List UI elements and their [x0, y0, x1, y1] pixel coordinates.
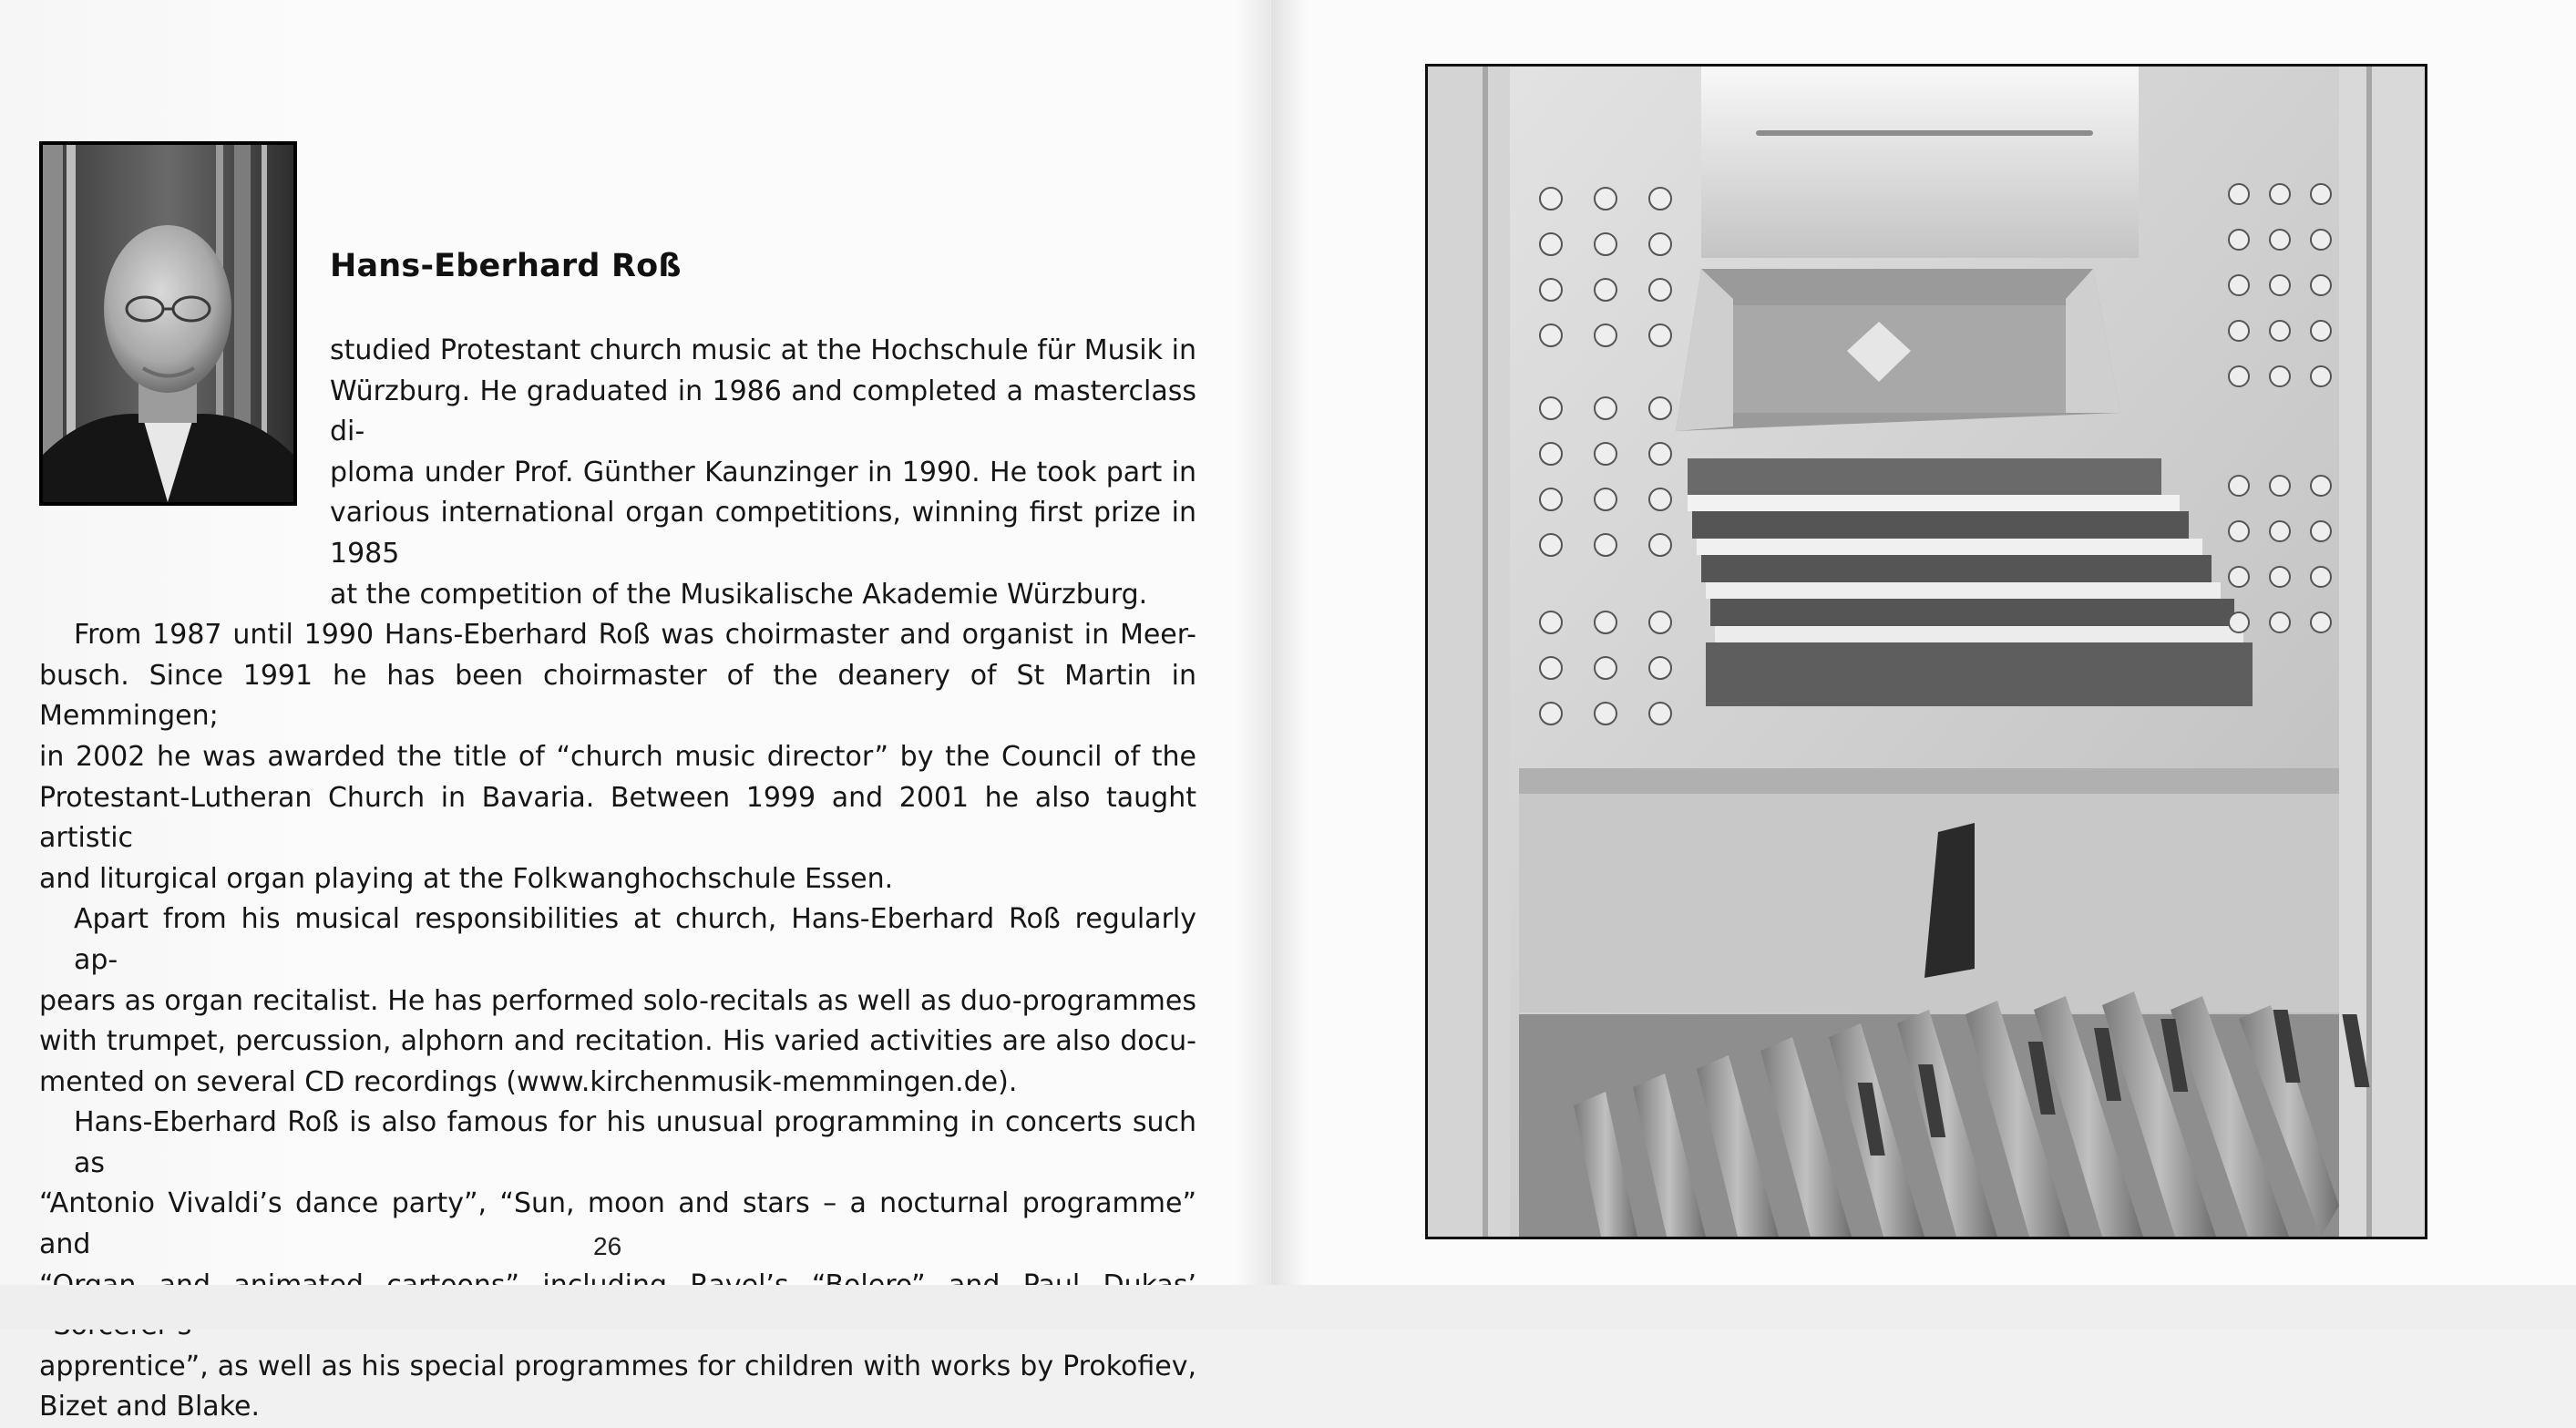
bio-line: pears as organ recitalist. He has performed solo-recitals as well as duo-programmes [39, 984, 1196, 1017]
bio-line: studied Protestant church music at the Hochschule für Musik in [330, 334, 1196, 366]
bio-line: with trumpet, percussion, alphorn and recitation. His varied activities are also docu- [39, 1025, 1196, 1058]
bio-line: busch. Since 1991 he has been choirmaster of the deanery of St Martin in Memmingen; [39, 659, 1196, 733]
bio-line: in 2002 he was awarded the title of “church music director” by the Council of the [39, 740, 1196, 773]
left-page [0, 0, 1271, 1423]
bio-line: Würzburg. He graduated in 1986 and completed a masterclass di- [330, 375, 1196, 448]
bio-line: From 1987 until 1990 Hans-Eberhard Roß was choirmaster and organist in Meer- [74, 619, 1196, 652]
scan-bottom-margin [0, 1285, 2576, 1330]
bio-line: Protestant-Lutheran Church in Bavaria. Between 1999 and 2001 he also taught artistic [39, 781, 1196, 855]
bio-line: “Antonio Vivaldi’s dance party”, “Sun, moon and stars – a nocturnal programme” and [39, 1187, 1196, 1261]
bio-line: Bizet and Blake. [39, 1391, 260, 1423]
bio-heading: Hans-Eberhard Roß [330, 248, 682, 284]
page-number: 26 [593, 1232, 622, 1260]
bio-line: at the competition of the Musikalische Akademie Würzburg. [330, 578, 1148, 611]
organ-console-photo [1425, 64, 2427, 1239]
bio-line: ploma under Prof. Günther Kaunzinger in 1990. He took part in [330, 456, 1196, 488]
bio-line: various international organ competitions, winning first prize in 1985 [330, 497, 1196, 570]
bio-line: apprentice”, as well as his special programmes for children with works by Prokofiev, [39, 1350, 1196, 1382]
right-page [1271, 0, 2576, 1285]
bio-line: and liturgical organ playing at the Folkwanghochschule Essen. [39, 862, 894, 895]
bio-line: mented on several CD recordings (www.kirchenmusik-memmingen.de). [39, 1065, 1018, 1098]
bio-line: Hans-Eberhard Roß is also famous for his unusual programming in concerts such as [74, 1106, 1196, 1179]
bio-line: Apart from his musical responsibilities at church, Hans-Eberhard Roß regularly ap- [74, 903, 1196, 976]
bio-text [39, 331, 1196, 1428]
